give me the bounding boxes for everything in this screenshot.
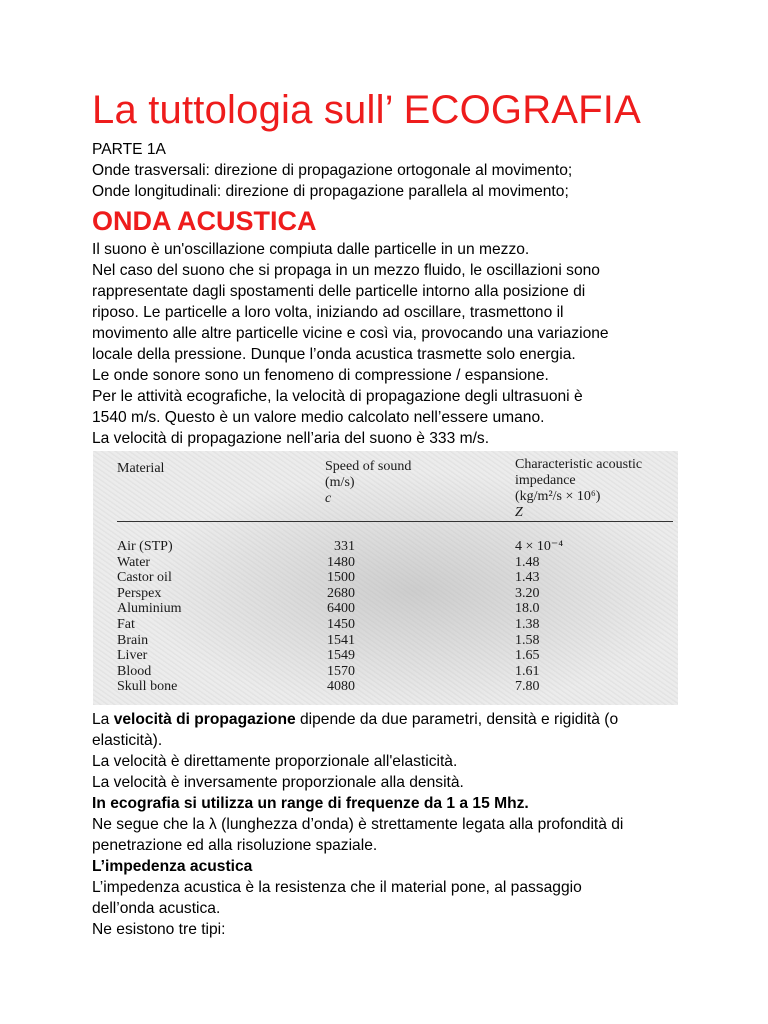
- table-cell-impedance: 1.61: [515, 663, 540, 679]
- body-line: Per le attività ecografiche, la velocità di propagazione degli ultrasuoni è: [92, 388, 583, 405]
- frequency-range-statement: In ecografia si utilizza un range di frequenze da 1 a 15 Mhz.: [92, 795, 529, 812]
- table-header-impedance-line: impedance: [515, 473, 576, 488]
- impedance-definition-line: L’impedenza acustica è la resistenza che il material pone, al passaggio: [92, 879, 582, 896]
- velocity-paragraph: [92, 709, 708, 730]
- table-cell-impedance: 4 × 10⁻⁴: [515, 539, 564, 554]
- density-proportional-line: La velocità è inversamente proporzionale alla densità.: [92, 774, 464, 791]
- velocity-text-pre: La: [92, 711, 114, 728]
- table-header-impedance-line: Z: [515, 505, 523, 520]
- intro-line-transverse: Onde trasversali: direzione di propagazione ortogonale al movimento;: [92, 162, 573, 179]
- table-cell-impedance: 1.43: [515, 570, 540, 586]
- velocity-text-post: dipende da due parametri, densità e rigidità (o: [295, 711, 619, 728]
- body-line: riposo. Le particelle a loro volta, iniziando ad oscillare, trasmettono il: [92, 304, 564, 321]
- table-cell-impedance: 1.38: [515, 616, 540, 632]
- table-cell-material: Fat: [117, 616, 135, 632]
- impedance-types-line: Ne esistono tre tipi:: [92, 921, 226, 938]
- table-cell-speed: 1549: [327, 648, 355, 664]
- table-cell-speed: 6400: [327, 601, 355, 617]
- table-cell-speed: 331: [334, 539, 355, 554]
- table-header-impedance: [515, 457, 642, 521]
- intro-line-longitudinal: Onde longitudinali: direzione di propagazione parallela al movimento;: [92, 183, 569, 200]
- table-cell-speed: 1570: [327, 663, 355, 679]
- table-header-impedance-line: (kg/m²/s × 10⁶): [515, 489, 601, 504]
- impedance-definition-continued: dell’onda acustica.: [92, 900, 221, 917]
- table-cell-material: Skull bone: [117, 679, 178, 695]
- table-column-material: [117, 539, 182, 695]
- acoustic-properties-table-image: [93, 451, 678, 705]
- body-line: La velocità di propagazione nell’aria del suono è 333 m/s.: [92, 430, 490, 447]
- table-cell-speed: 1450: [327, 616, 355, 632]
- table-cell-speed: 1500: [327, 570, 355, 586]
- table-cell-speed: 4080: [327, 679, 355, 695]
- velocity-paragraph-continued: elasticità).: [92, 732, 163, 749]
- velocity-term: velocità di propagazione: [113, 711, 296, 728]
- table-cell-speed: 1480: [327, 554, 355, 570]
- table-cell-impedance: 18.0: [515, 601, 540, 617]
- body-line: locale della pressione. Dunque l’onda acustica trasmette solo energia.: [92, 346, 576, 363]
- table-cell-material: Blood: [117, 663, 152, 679]
- table-cell-speed: 1541: [327, 632, 355, 648]
- table-header-material: Material: [117, 461, 165, 476]
- impedance-heading: L’impedenza acustica: [92, 858, 253, 875]
- table-cell-impedance: 1.58: [515, 632, 540, 648]
- wavelength-line: Ne segue che la λ (lunghezza d’onda) è strettamente legata alla profondità di: [92, 816, 624, 833]
- table-column-speed: [321, 539, 355, 695]
- body-line: Le onde sonore sono un fenomeno di compressione / espansione.: [92, 367, 549, 384]
- part-label: PARTE 1A: [92, 141, 166, 158]
- table-header-rule: [117, 521, 673, 522]
- table-header-speed: [325, 459, 411, 507]
- table-cell-impedance: 7.80: [515, 679, 540, 695]
- wavelength-line-continued: penetrazione ed alla risoluzione spaziale.: [92, 837, 378, 854]
- table-cell-impedance: 1.48: [515, 554, 540, 570]
- body-line: 1540 m/s. Questo è un valore medio calcolato nell’essere umano.: [92, 409, 545, 426]
- table-header-speed-line: (m/s): [325, 475, 355, 490]
- table-cell-material: Water: [117, 554, 151, 570]
- body-line: movimento alle altre particelle vicine e così via, provocando una variazione: [92, 325, 609, 342]
- table-header-speed-line: Speed of sound: [325, 459, 412, 474]
- table-cell-material: Castor oil: [117, 570, 172, 586]
- table-column-impedance: [515, 539, 563, 695]
- body-line: Il suono è un'oscillazione compiuta dalle particelle in un mezzo.: [92, 241, 530, 258]
- table-cell-impedance: 1.65: [515, 648, 540, 664]
- document-title: La tuttologia sull’ ECOGRAFIA: [92, 88, 641, 132]
- table-header-impedance-line: Characteristic acoustic: [515, 457, 643, 472]
- table-cell-material: Perspex: [117, 585, 162, 601]
- table-cell-impedance: 3.20: [515, 585, 540, 601]
- table-cell-speed: 2680: [327, 585, 355, 601]
- table-cell-material: Air (STP): [117, 539, 173, 554]
- section-heading: ONDA ACUSTICA: [92, 206, 317, 236]
- body-line: Nel caso del suono che si propaga in un mezzo fluido, le oscillazioni sono: [92, 262, 600, 279]
- table-cell-material: Brain: [117, 632, 149, 648]
- table-cell-material: Aluminium: [117, 601, 182, 617]
- body-line: rappresentate dagli spostamenti delle particelle intorno alla posizione di: [92, 283, 586, 300]
- table-cell-material: Liver: [117, 648, 148, 664]
- table-header-speed-line: c: [325, 491, 332, 506]
- body-paragraph: [92, 239, 708, 449]
- elasticity-proportional-line: La velocità è direttamente proporzionale all'elasticità.: [92, 753, 458, 770]
